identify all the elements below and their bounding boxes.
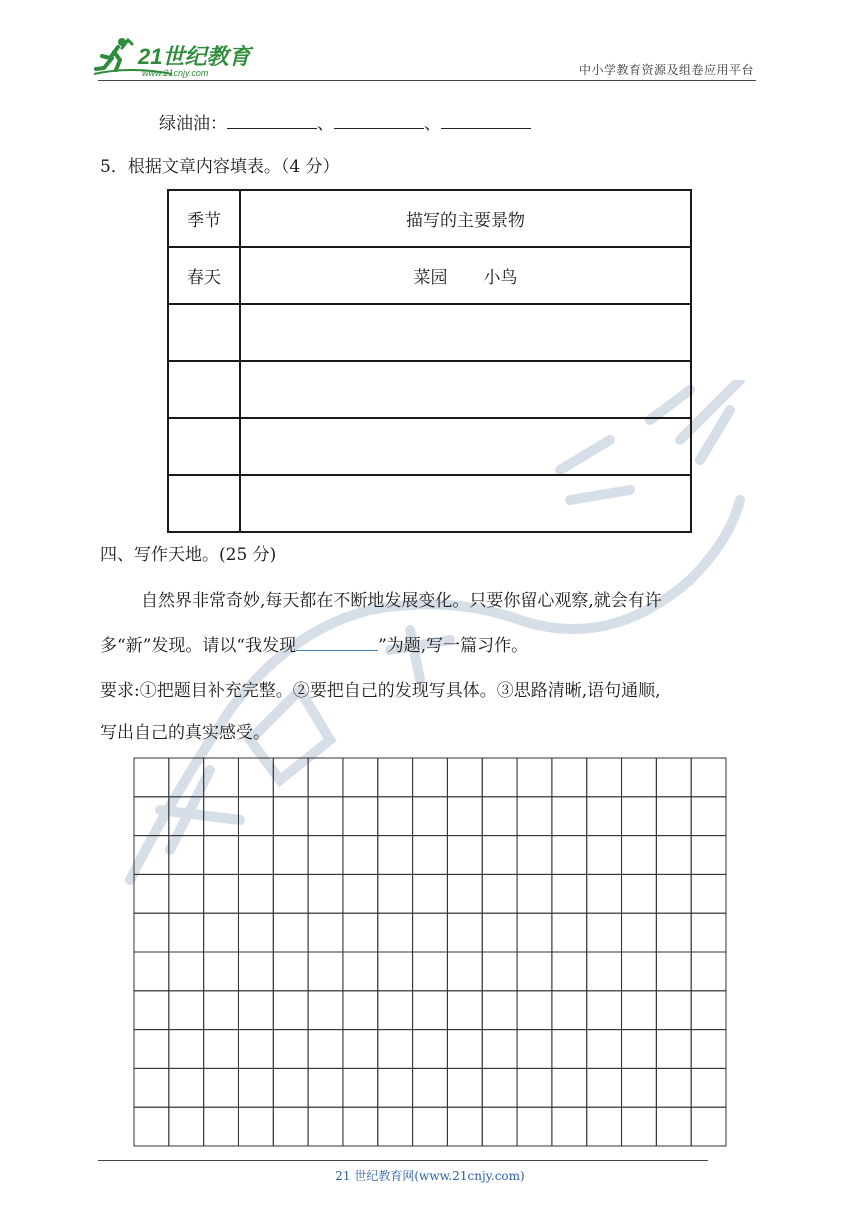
grid-cell[interactable]	[204, 952, 239, 991]
logo-graphic	[92, 36, 262, 80]
logo-url: www.21cnjy.com	[142, 68, 209, 78]
grid-cell[interactable]	[378, 1107, 413, 1146]
grid-cell[interactable]	[134, 758, 169, 797]
grid-cell[interactable]	[552, 913, 587, 952]
grid-cell[interactable]	[308, 758, 343, 797]
grid-cell[interactable]	[622, 797, 657, 836]
grid-cell[interactable]	[169, 836, 204, 875]
grid-cell[interactable]	[482, 758, 517, 797]
header-scenery: 描写的主要景物	[240, 190, 691, 247]
prompt-line-2-pre: 多“新”发现。请以“我发现	[100, 636, 297, 656]
grid-cell[interactable]	[134, 836, 169, 875]
platform-name: 中小学教育资源及组卷应用平台	[578, 63, 754, 77]
scenery-item: 菜园	[413, 268, 448, 288]
grid-cell[interactable]	[622, 874, 657, 913]
scenery-cell-empty[interactable]	[240, 475, 691, 532]
grid-cell[interactable]	[587, 1107, 622, 1146]
grid-cell[interactable]	[204, 797, 239, 836]
grid-cell[interactable]	[238, 797, 273, 836]
scenery-cell-empty[interactable]	[240, 418, 691, 475]
grid-cell[interactable]	[552, 836, 587, 875]
table-row	[168, 418, 691, 475]
grid-cell[interactable]	[308, 836, 343, 875]
section4-title: 四、写作天地。(25 分)	[100, 545, 277, 565]
grid-cell[interactable]	[273, 991, 308, 1030]
grid-cell[interactable]	[273, 797, 308, 836]
grid-cell[interactable]	[273, 1030, 308, 1069]
grid-cell[interactable]	[517, 836, 552, 875]
grid-cell[interactable]	[413, 797, 448, 836]
grid-cell[interactable]	[204, 874, 239, 913]
grid-cell[interactable]	[169, 1107, 204, 1146]
grid-cell[interactable]	[169, 1030, 204, 1069]
grid-cell[interactable]	[134, 1030, 169, 1069]
grid-cell[interactable]	[134, 1068, 169, 1107]
season-cell-empty[interactable]	[168, 304, 240, 361]
grid-cell[interactable]	[656, 797, 691, 836]
grid-cell[interactable]	[343, 836, 378, 875]
grid-cell[interactable]	[204, 758, 239, 797]
grid-cell[interactable]	[622, 913, 657, 952]
grid-cell[interactable]	[517, 952, 552, 991]
grid-cell[interactable]	[204, 1030, 239, 1069]
grid-cell[interactable]	[517, 874, 552, 913]
grid-cell[interactable]	[622, 1030, 657, 1069]
grid-cell[interactable]	[587, 1068, 622, 1107]
answer-blank-1[interactable]	[227, 111, 317, 129]
prompt-line-1: 自然界非常奇妙,每天都在不断地发展变化。只要你留心观察,就会有许	[141, 591, 662, 611]
title-blank[interactable]	[296, 633, 378, 651]
grid-cell[interactable]	[587, 836, 622, 875]
grid-cell[interactable]	[656, 758, 691, 797]
grid-cell[interactable]	[343, 991, 378, 1030]
footer-divider	[98, 1160, 708, 1161]
grid-cell[interactable]	[447, 952, 482, 991]
grid-cell[interactable]	[656, 836, 691, 875]
grid-cell[interactable]	[238, 1030, 273, 1069]
grid-cell[interactable]	[413, 1107, 448, 1146]
q5-title: 5．根据文章内容填表。（4 分）	[100, 157, 340, 177]
season-cell-empty[interactable]	[168, 475, 240, 532]
grid-cell[interactable]	[413, 1068, 448, 1107]
grid-cell[interactable]	[238, 1068, 273, 1107]
grid-cell[interactable]	[552, 1030, 587, 1069]
grid-cell[interactable]	[238, 1107, 273, 1146]
grid-cell[interactable]	[169, 874, 204, 913]
grid-cell[interactable]	[308, 1068, 343, 1107]
grid-cell[interactable]	[308, 1030, 343, 1069]
grid-cell[interactable]	[273, 758, 308, 797]
scenery-cell-empty[interactable]	[240, 361, 691, 418]
grid-cell[interactable]	[622, 836, 657, 875]
grid-cell[interactable]	[134, 874, 169, 913]
grid-cell[interactable]	[517, 913, 552, 952]
grid-cell[interactable]	[169, 797, 204, 836]
grid-cell[interactable]	[552, 797, 587, 836]
grid-cell[interactable]	[204, 913, 239, 952]
grid-cell[interactable]	[447, 874, 482, 913]
grid-cell[interactable]	[447, 797, 482, 836]
grid-cell[interactable]	[343, 1107, 378, 1146]
grid-cell[interactable]	[378, 836, 413, 875]
grid-cell[interactable]	[691, 1030, 726, 1069]
grid-cell[interactable]	[622, 952, 657, 991]
grid-cell[interactable]	[656, 952, 691, 991]
grid-cell[interactable]	[308, 1107, 343, 1146]
grid-cell[interactable]	[482, 952, 517, 991]
grid-cell[interactable]	[552, 1107, 587, 1146]
grid-cell[interactable]	[273, 1068, 308, 1107]
grid-cell[interactable]	[447, 913, 482, 952]
grid-cell[interactable]	[343, 758, 378, 797]
prompt-line-2	[100, 633, 528, 658]
grid-cell[interactable]	[587, 991, 622, 1030]
grid-cell[interactable]	[482, 836, 517, 875]
q4-label: 绿油油：	[159, 114, 227, 134]
grid-cell[interactable]	[134, 797, 169, 836]
grid-cell[interactable]	[517, 1030, 552, 1069]
grid-cell[interactable]	[273, 836, 308, 875]
grid-cell[interactable]	[691, 797, 726, 836]
grid-cell[interactable]	[552, 991, 587, 1030]
writing-grid[interactable]	[133, 757, 728, 1147]
grid-cell[interactable]	[482, 1030, 517, 1069]
answer-blank-2[interactable]	[334, 111, 424, 129]
grid-cell[interactable]	[691, 991, 726, 1030]
grid-cell[interactable]	[656, 874, 691, 913]
q4-tail-line	[159, 111, 531, 136]
grid-cell[interactable]	[238, 952, 273, 991]
grid-cell[interactable]	[169, 1068, 204, 1107]
grid-cell[interactable]	[691, 1068, 726, 1107]
grid-cell[interactable]	[482, 913, 517, 952]
grid-cell[interactable]	[587, 758, 622, 797]
grid-cell[interactable]	[587, 1030, 622, 1069]
grid-cell[interactable]	[204, 1107, 239, 1146]
grid-cell[interactable]	[482, 797, 517, 836]
separator-2: 、	[424, 114, 441, 134]
grid-cell[interactable]	[482, 1068, 517, 1107]
grid-cell[interactable]	[308, 913, 343, 952]
grid-cell[interactable]	[447, 1030, 482, 1069]
grid-cell[interactable]	[587, 874, 622, 913]
grid-cell[interactable]	[308, 874, 343, 913]
grid-cell[interactable]	[308, 991, 343, 1030]
grid-cell[interactable]	[552, 952, 587, 991]
grid-cell[interactable]	[447, 758, 482, 797]
grid-cell[interactable]	[378, 758, 413, 797]
grid-cell[interactable]	[169, 952, 204, 991]
grid-cell[interactable]	[656, 1068, 691, 1107]
grid-cell[interactable]	[238, 913, 273, 952]
grid-cell[interactable]	[517, 1107, 552, 1146]
grid-cell[interactable]	[552, 1068, 587, 1107]
grid-cell[interactable]	[273, 952, 308, 991]
grid-cell[interactable]	[134, 952, 169, 991]
grid-cell[interactable]	[273, 913, 308, 952]
grid-cell[interactable]	[622, 1107, 657, 1146]
grid-cell[interactable]	[622, 991, 657, 1030]
grid-cell[interactable]	[378, 913, 413, 952]
grid-cell[interactable]	[343, 874, 378, 913]
scenery-cell-empty[interactable]	[240, 304, 691, 361]
grid-cell[interactable]	[691, 758, 726, 797]
grid-cell[interactable]	[552, 758, 587, 797]
grid-cell[interactable]	[343, 1030, 378, 1069]
grid-cell[interactable]	[134, 913, 169, 952]
grid-cell[interactable]	[413, 758, 448, 797]
grid-cell[interactable]	[169, 913, 204, 952]
grid-cell[interactable]	[517, 991, 552, 1030]
answer-blank-3[interactable]	[441, 111, 531, 129]
grid-cell[interactable]	[552, 874, 587, 913]
scenery-cell	[240, 247, 691, 304]
season-cell-empty[interactable]	[168, 418, 240, 475]
grid-cell[interactable]	[378, 1030, 413, 1069]
grid-cell[interactable]	[308, 797, 343, 836]
scenery-item: 小鸟	[483, 268, 518, 288]
separator-1: 、	[317, 114, 334, 134]
grid-cell[interactable]	[691, 1107, 726, 1146]
grid-cell[interactable]	[378, 991, 413, 1030]
prompt-line-2-post: ”为题,写一篇习作。	[378, 636, 529, 656]
grid-cell[interactable]	[656, 1107, 691, 1146]
grid-cell[interactable]	[308, 952, 343, 991]
grid-cell[interactable]	[378, 874, 413, 913]
season-cell-empty[interactable]	[168, 361, 240, 418]
grid-cell[interactable]	[134, 1107, 169, 1146]
site-logo	[92, 36, 262, 80]
grid-cell[interactable]	[378, 797, 413, 836]
grid-cell[interactable]	[134, 991, 169, 1030]
header-season: 季节	[168, 190, 240, 247]
grid-cell[interactable]	[656, 1030, 691, 1069]
table-row	[168, 304, 691, 361]
grid-cell[interactable]	[169, 758, 204, 797]
grid-cell[interactable]	[204, 836, 239, 875]
requirement-line-1: 要求:①把题目补充完整。②要把自己的发现写具体。③思路清晰,语句通顺,	[100, 681, 661, 701]
grid-cell[interactable]	[273, 874, 308, 913]
grid-cell[interactable]	[691, 952, 726, 991]
grid-cell[interactable]	[447, 1068, 482, 1107]
grid-cell[interactable]	[447, 836, 482, 875]
header-divider	[98, 80, 756, 81]
grid-cell[interactable]	[482, 1107, 517, 1146]
grid-cell[interactable]	[238, 836, 273, 875]
grid-cell[interactable]	[343, 1068, 378, 1107]
grid-cell[interactable]	[656, 913, 691, 952]
grid-cell[interactable]	[691, 874, 726, 913]
grid-cell[interactable]	[622, 758, 657, 797]
grid-cell[interactable]	[238, 991, 273, 1030]
grid-cell[interactable]	[517, 797, 552, 836]
grid-cell[interactable]	[413, 952, 448, 991]
grid-cell[interactable]	[587, 952, 622, 991]
grid-cell[interactable]	[343, 913, 378, 952]
grid-cell[interactable]	[413, 991, 448, 1030]
grid-cell[interactable]	[517, 1068, 552, 1107]
grid-cell[interactable]	[691, 836, 726, 875]
grid-cell[interactable]	[482, 991, 517, 1030]
table-row	[168, 475, 691, 532]
table-header-row	[168, 190, 691, 247]
grid-cell[interactable]	[169, 991, 204, 1030]
grid-cell[interactable]	[691, 913, 726, 952]
grid-cell[interactable]	[238, 874, 273, 913]
season-cell: 春天	[168, 247, 240, 304]
requirement-line-2: 写出自己的真实感受。	[100, 723, 270, 743]
grid-cell[interactable]	[447, 991, 482, 1030]
footer-text: 21 世纪教育网(www.21cnjy.com)	[335, 1169, 525, 1183]
grid-cell[interactable]	[587, 913, 622, 952]
grid-cell[interactable]	[413, 874, 448, 913]
grid-cell[interactable]	[378, 952, 413, 991]
table-row	[168, 361, 691, 418]
grid-cell[interactable]	[204, 991, 239, 1030]
grid-cell[interactable]	[378, 1068, 413, 1107]
grid-cell[interactable]	[343, 797, 378, 836]
table-row	[168, 247, 691, 304]
grid-cell[interactable]	[482, 874, 517, 913]
grid-cell[interactable]	[273, 1107, 308, 1146]
grid-cell[interactable]	[343, 952, 378, 991]
grid-cell[interactable]	[447, 1107, 482, 1146]
logo-text: 21世纪教育	[138, 44, 251, 69]
grid-cell[interactable]	[517, 758, 552, 797]
grid-cell[interactable]	[413, 836, 448, 875]
grid-cell[interactable]	[413, 1030, 448, 1069]
grid-cell[interactable]	[204, 1068, 239, 1107]
grid-cell[interactable]	[413, 913, 448, 952]
season-table	[167, 189, 692, 533]
grid-cell[interactable]	[238, 758, 273, 797]
grid-cell[interactable]	[656, 991, 691, 1030]
grid-cell[interactable]	[622, 1068, 657, 1107]
grid-cell[interactable]	[587, 797, 622, 836]
